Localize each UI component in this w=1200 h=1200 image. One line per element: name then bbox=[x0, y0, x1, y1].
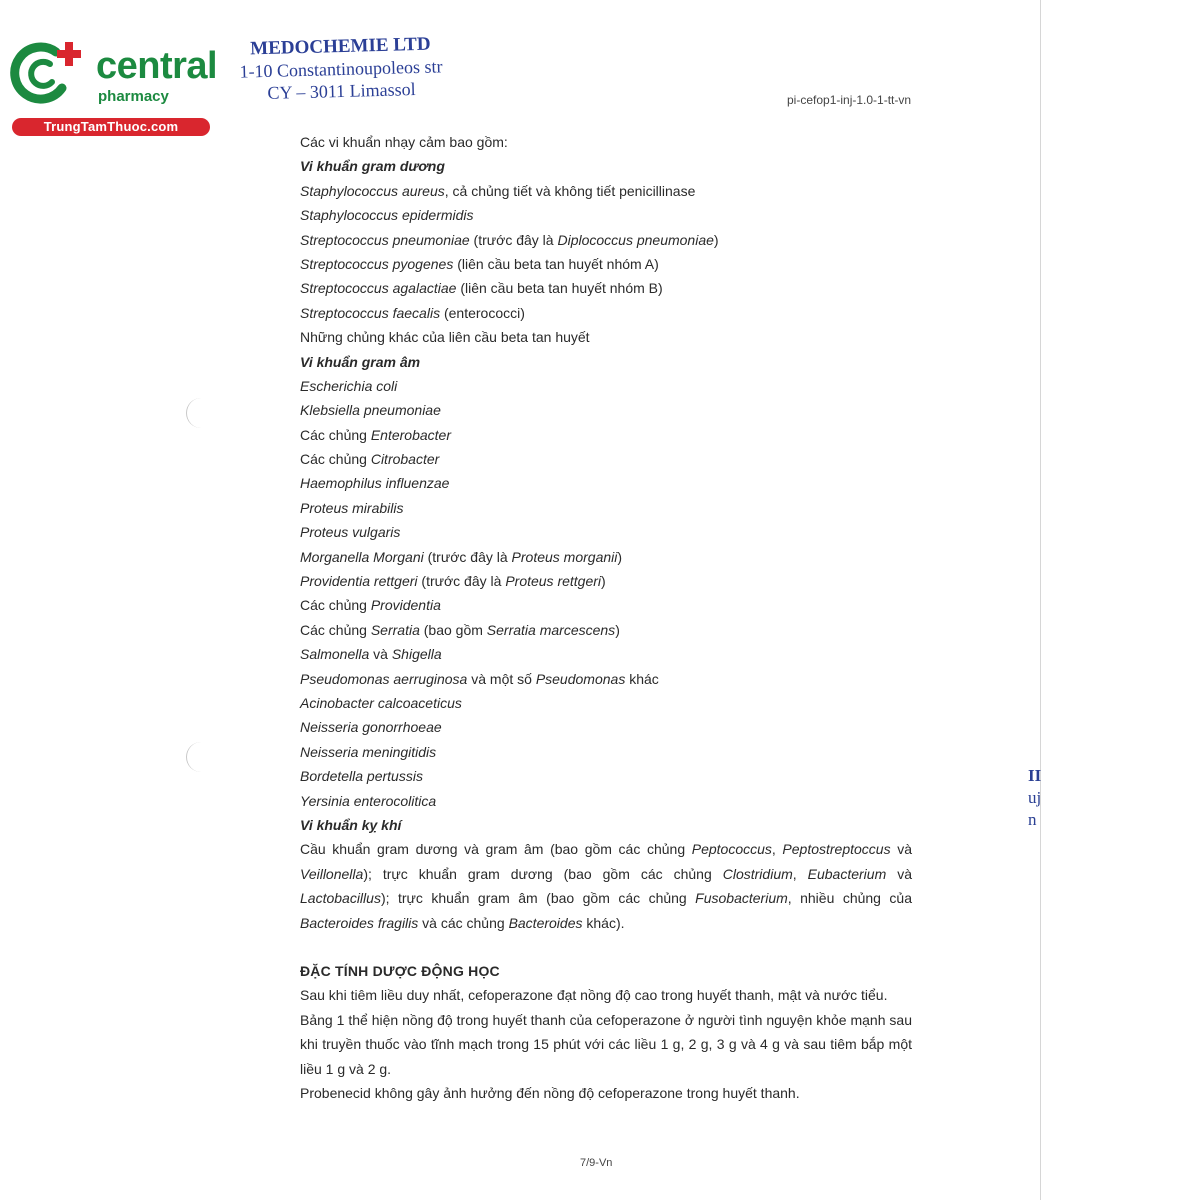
organism-item bbox=[300, 496, 912, 520]
organism-item bbox=[300, 471, 912, 495]
organism-item bbox=[300, 179, 912, 203]
species-name: Salmonella bbox=[300, 646, 370, 663]
pharmacy-cross-icon bbox=[10, 38, 85, 108]
species-name: Citrobacter bbox=[370, 451, 440, 468]
organism-item bbox=[300, 569, 912, 593]
punch-hole bbox=[186, 742, 216, 772]
text-run: và bbox=[369, 646, 392, 663]
text-run: , nhiều chủng của bbox=[787, 890, 912, 907]
organism-item bbox=[300, 301, 912, 325]
species-name: Shigella bbox=[391, 646, 442, 663]
text-run: (liên cầu beta tan huyết nhóm B) bbox=[456, 280, 663, 297]
species-name: Proteus vulgaris bbox=[300, 524, 401, 541]
species-name: Diplococcus pneumoniae bbox=[557, 231, 714, 248]
gram-positive-heading: Vi khuẩn gram dương bbox=[300, 158, 445, 175]
species-name: Proteus morganii bbox=[511, 548, 618, 565]
text-run: và bbox=[886, 865, 912, 882]
species-name: Streptococcus pneumoniae bbox=[300, 231, 470, 248]
stamp-street: 1-10 Constantinoupoleos str bbox=[239, 56, 443, 82]
text-run: Các chủng bbox=[300, 597, 371, 614]
species-name: Haemophilus influenzae bbox=[300, 475, 450, 492]
organism-item bbox=[300, 618, 912, 642]
anaerobe-paragraph bbox=[300, 837, 912, 935]
text-run: (trước đây là bbox=[423, 548, 512, 565]
organism-item bbox=[300, 252, 912, 276]
organism-item bbox=[300, 228, 912, 252]
document-body bbox=[300, 130, 912, 1105]
text-run: , bbox=[792, 865, 808, 882]
organism-item bbox=[300, 667, 912, 691]
species-name: Neisseria meningitidis bbox=[300, 743, 437, 760]
central-pharmacy-logo bbox=[10, 38, 218, 138]
text-run: , bbox=[771, 841, 783, 858]
species-name: Pseudomonas bbox=[535, 670, 626, 687]
organism-item bbox=[300, 447, 912, 471]
species-name: Proteus rettgeri bbox=[505, 573, 602, 590]
species-name: Staphylococcus epidermidis bbox=[300, 207, 474, 224]
pk-paragraph-1: Sau khi tiêm liều duy nhất, cefoperazone đạt nồng độ cao trong huyết thanh, mật và nước tiểu. bbox=[300, 987, 888, 1004]
organism-item bbox=[300, 715, 912, 739]
gram-positive-list bbox=[300, 179, 912, 350]
bleed-line: n bbox=[1028, 810, 1037, 829]
organism-item bbox=[300, 325, 912, 349]
species-name: Acinobacter calcoaceticus bbox=[300, 694, 462, 711]
species-name: Escherichia coli bbox=[300, 377, 398, 394]
text-run: (trước đây là bbox=[417, 573, 506, 590]
text-run: Cầu khuẩn gram dương và gram âm (bao gồm các chủng bbox=[300, 841, 692, 858]
organism-item bbox=[300, 423, 912, 447]
text-run: và bbox=[890, 841, 912, 858]
species-name: Neisseria gonorrhoeae bbox=[300, 719, 442, 736]
species-name: Lactobacillus bbox=[300, 890, 381, 907]
pk-paragraph-3: Probenecid không gây ảnh hưởng đến nồng độ cefoperazone trong huyết thanh. bbox=[300, 1084, 800, 1101]
anaerobe-heading: Vi khuẩn kỵ khí bbox=[300, 816, 402, 833]
gram-negative-list bbox=[300, 374, 912, 813]
page-number: 7/9-Vn bbox=[580, 1157, 613, 1169]
organism-item bbox=[300, 764, 912, 788]
organism-item bbox=[300, 545, 912, 569]
text-run: (liên cầu beta tan huyết nhóm A) bbox=[453, 255, 659, 272]
logo-wordmark: central bbox=[96, 45, 218, 87]
bleed-line: uj bbox=[1028, 788, 1042, 807]
text-run: ) bbox=[617, 548, 623, 565]
organism-item bbox=[300, 276, 912, 300]
species-name: Eubacterium bbox=[807, 865, 887, 882]
company-stamp bbox=[235, 33, 447, 104]
species-name: Streptococcus agalactiae bbox=[300, 280, 457, 297]
text-run: khác bbox=[625, 670, 659, 687]
species-name: Klebsiella pneumoniae bbox=[300, 402, 441, 419]
page-edge bbox=[1040, 0, 1041, 1200]
species-name: Serratia marcescens bbox=[486, 621, 616, 638]
species-name: Staphylococcus aureus bbox=[300, 182, 445, 199]
bleed-line: II bbox=[1028, 766, 1042, 785]
species-name: Providentia rettgeri bbox=[300, 573, 418, 590]
text-run: Những chủng khác của liên cầu beta tan huyết bbox=[300, 329, 590, 346]
species-name: Clostridium bbox=[722, 865, 793, 882]
stamp-city: CY – 3011 Limassol bbox=[267, 79, 416, 103]
text-run: , cả chủng tiết và không tiết penicillinase bbox=[444, 182, 696, 199]
organism-item bbox=[300, 593, 912, 617]
text-run: khác). bbox=[582, 914, 625, 931]
text-run: Các chủng bbox=[300, 621, 371, 638]
logo-subtitle: pharmacy bbox=[98, 88, 169, 105]
species-name: Streptococcus pyogenes bbox=[300, 255, 454, 272]
species-name: Enterobacter bbox=[370, 426, 451, 443]
species-name: Peptococcus bbox=[691, 841, 772, 858]
logo-banner: TrungTamThuoc.com bbox=[12, 118, 210, 136]
text-run: ); trực khuẩn gram dương (bao gồm các chủng bbox=[363, 865, 723, 882]
species-name: Bacteroides bbox=[508, 914, 583, 931]
species-name: Bacteroides fragilis bbox=[300, 914, 419, 931]
gram-negative-heading: Vi khuẩn gram âm bbox=[300, 353, 421, 370]
sensitive-intro: Các vi khuẩn nhạy cảm bao gồm: bbox=[300, 134, 508, 150]
organism-item bbox=[300, 740, 912, 764]
bleed-through-text bbox=[1028, 765, 1048, 831]
species-name: Fusobacterium bbox=[695, 890, 788, 907]
text-run: và các chủng bbox=[418, 914, 509, 931]
species-name: Bordetella pertussis bbox=[300, 768, 423, 785]
species-name: Serratia bbox=[370, 621, 420, 638]
text-run: (bao gồm bbox=[419, 621, 487, 638]
pharmacokinetics-heading: ĐẶC TÍNH DƯỢC ĐỘNG HỌC bbox=[300, 962, 500, 979]
text-run: ); trực khuẩn gram âm (bao gồm các chủng bbox=[380, 890, 696, 907]
organism-item bbox=[300, 520, 912, 544]
text-run: Các chủng bbox=[300, 451, 371, 468]
organism-item bbox=[300, 398, 912, 422]
text-run: (enterococci) bbox=[440, 304, 525, 321]
species-name: Pseudomonas aerruginosa bbox=[300, 670, 468, 687]
text-run: và một số bbox=[467, 670, 536, 687]
organism-item bbox=[300, 691, 912, 715]
organism-item bbox=[300, 374, 912, 398]
species-name: Providentia bbox=[370, 597, 441, 614]
organism-item bbox=[300, 789, 912, 813]
punch-hole bbox=[186, 398, 216, 428]
species-name: Peptostreptoccus bbox=[782, 841, 891, 858]
species-name: Proteus mirabilis bbox=[300, 499, 404, 516]
species-name: Veillonella bbox=[300, 865, 364, 882]
organism-item bbox=[300, 203, 912, 227]
species-name: Morganella Morgani bbox=[300, 548, 424, 565]
text-run: (trước đây là bbox=[469, 231, 558, 248]
text-run: Các chủng bbox=[300, 426, 371, 443]
stamp-company-name: MEDOCHEMIE LTD bbox=[249, 33, 431, 60]
document-reference: pi-cefop1-inj-1.0-1-tt-vn bbox=[787, 93, 912, 107]
text-run: ) bbox=[601, 573, 606, 590]
species-name: Yersinia enterocolitica bbox=[300, 792, 437, 809]
species-name: Streptococcus faecalis bbox=[300, 304, 441, 321]
pk-paragraph-2: Bảng 1 thể hiện nồng độ trong huyết thanh của cefoperazone ở người tình nguyện khỏe mạnh sau khi truyền thuốc vào tĩnh mạch trong 15 phút với các liều 1 g, 2 g, 3 g và 4 g và sau tiêm bắp một liều 1 g và 2 g. bbox=[300, 1011, 912, 1077]
organism-item bbox=[300, 642, 912, 666]
text-run: ) bbox=[713, 231, 719, 248]
text-run: ) bbox=[615, 621, 620, 638]
